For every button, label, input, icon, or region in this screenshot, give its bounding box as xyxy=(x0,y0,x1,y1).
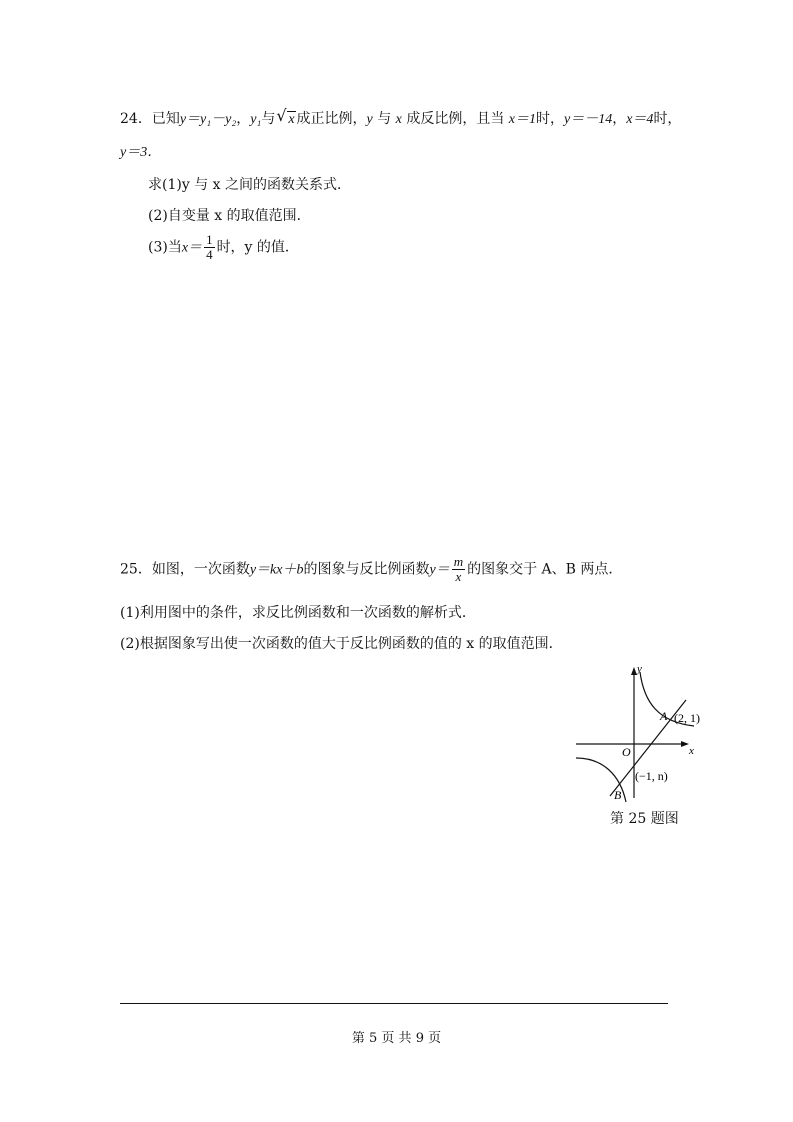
sqrt-x: √ x xyxy=(276,106,295,127)
function-graph xyxy=(572,664,724,804)
label-origin: O xyxy=(622,745,631,759)
q24-eq1: y＝y₁－y₂ xyxy=(179,112,237,127)
fraction-m-over-x: $\frac{m}{x}$ xyxy=(453,554,464,584)
q24-part2: (2)自变量 x 的取值范围． xyxy=(148,208,311,224)
q25-part1: (1)利用图中的条件，求反比例函数和一次函数的解析式． xyxy=(120,605,476,621)
radical-sign-icon: √ xyxy=(276,106,287,125)
x-axis-arrow-icon xyxy=(681,741,689,747)
label-point-a: A xyxy=(660,709,668,723)
label-point-b: B xyxy=(614,788,622,802)
page-number: 第 5 页 共 9 页 xyxy=(351,1031,442,1046)
coord-point-a: (2, 1) xyxy=(674,711,700,725)
label-x: x xyxy=(689,745,694,757)
label-y: y xyxy=(637,664,642,675)
q24-line2: y＝3． xyxy=(120,145,162,160)
figure-caption: 第 25 题图 xyxy=(610,811,679,827)
q24-line1: 24．已知y＝y₁－y₂，y₁与 √ x 成正比例，y 与 x 成反比例，且当 x＝1时，y＝－14，x＝4时， xyxy=(120,106,682,127)
q25-part2: (2)根据图象写出使一次函数的值大于反比例函数的值的 x 的取值范围． xyxy=(120,636,563,652)
fraction-one-quarter: $\frac{1}{4}$ xyxy=(206,232,213,262)
q24-part3: (3)当x＝ $\frac{1}{4}$ 时，y 的值． xyxy=(148,232,299,262)
q24-number: 24． xyxy=(120,111,152,127)
q25-line1: 25．如图，一次函数y＝kx＋b的图象与反比例函数y＝ $\frac{m}{x}$ 的图象交于 A、B 两点． xyxy=(120,554,623,584)
q25-figure xyxy=(572,664,724,804)
q24-part1: 求(1)y 与 x 之间的函数关系式． xyxy=(148,177,351,193)
q25-number: 25． xyxy=(120,561,152,578)
coord-point-b: (−1, n) xyxy=(635,769,668,783)
footer-divider xyxy=(120,1003,668,1004)
